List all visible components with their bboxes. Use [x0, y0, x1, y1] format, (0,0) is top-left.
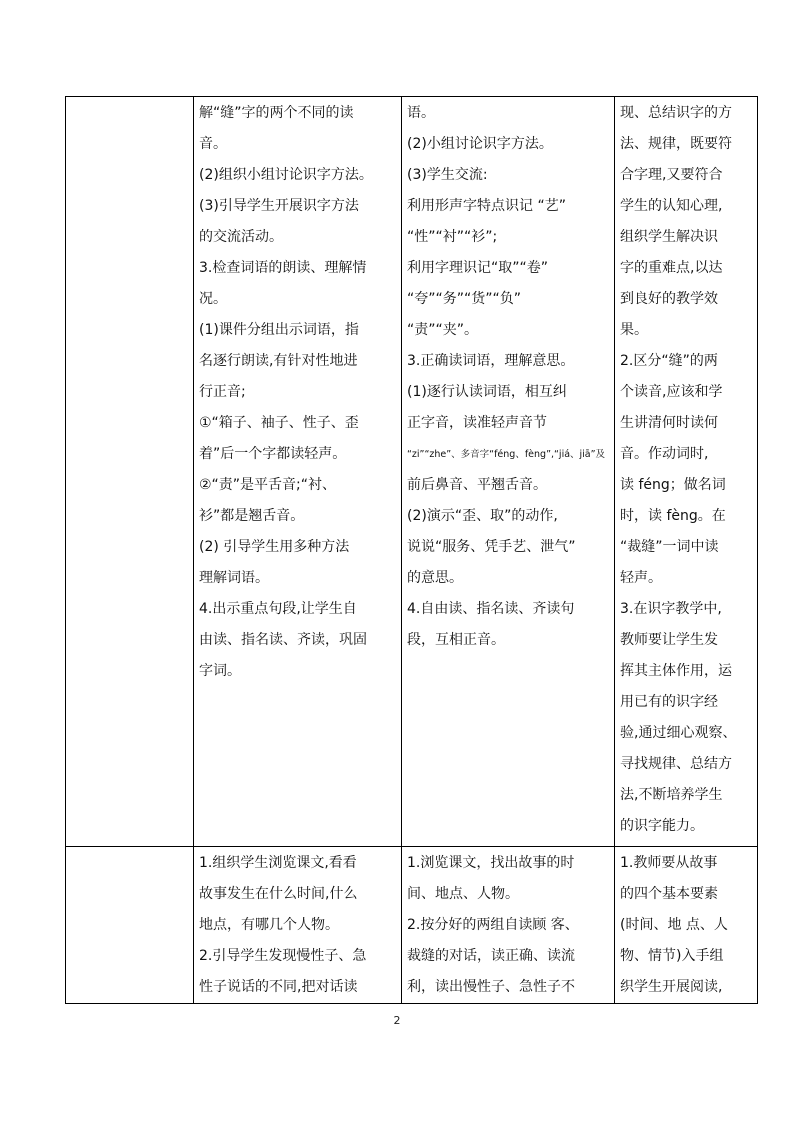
cell-text-line: 由读、指名读、齐读，巩固 — [199, 632, 367, 648]
section-label-cell — [66, 97, 194, 847]
cell-text-line: 利用形声字特点识记 “艺” — [407, 198, 566, 214]
cell-text-line: 学生的认知心理, — [620, 198, 723, 214]
cell-text-line: 寻找规律、总结方 — [620, 756, 732, 772]
cell-text-line: “夸”“务”“货”“负” — [407, 291, 522, 307]
cell-text-line: 正字音，读准轻声音节 — [407, 415, 547, 431]
cell-text-line: 果。 — [620, 322, 648, 338]
cell-text-line: (2) 引导学生用多种方法 — [199, 539, 350, 555]
cell-text-line: 的交流活动。 — [199, 229, 283, 245]
cell-text-line: 间、地点、人物。 — [407, 886, 519, 902]
cell-text-line: 利用字理识记“取”“卷” — [407, 260, 549, 276]
cell-text-line: 生讲清何时读何 — [620, 415, 718, 431]
cell-text-line: ②“责”是平舌音;“衬、 — [199, 477, 337, 493]
cell-text-line: 4.自由读、指名读、齐读句 — [407, 601, 575, 617]
cell-text-line: 的意思。 — [407, 570, 463, 586]
cell-text-line: 现、总结识字的方 — [620, 105, 732, 121]
cell-text-line: 字词。 — [199, 663, 241, 679]
cell-text-line: (2)演示“歪、取”的动作, — [407, 508, 558, 524]
cell-text-line: 物、情节)入手组 — [620, 948, 724, 964]
cell-text-line: 个读音,应该和学 — [620, 384, 723, 400]
cell-text-line: 故事发生在什么时间,什么 — [199, 886, 358, 902]
student-activity-cell — [402, 847, 615, 1004]
cell-text-line: “责”“夹”。 — [407, 322, 479, 338]
cell-text-line: 法,不断培养学生 — [620, 787, 723, 803]
page-number: 2 — [393, 1014, 401, 1027]
cell-text-line: 音。作动词时, — [620, 446, 709, 462]
cell-text-line: 字的重难点,以达 — [620, 260, 723, 276]
cell-text-line: 织学生开展阅读, — [620, 979, 723, 995]
cell-text-line: 2.按分好的两组自读顾 客、 — [407, 917, 579, 933]
cell-text-line: 1.浏览课文，找出故事的时 — [407, 855, 575, 871]
cell-text-line: 合字理,又要符合 — [620, 167, 723, 183]
cell-text-line: “裁缝”一词中读 — [620, 539, 719, 555]
cell-text-line: 法、规律，既要符 — [620, 136, 732, 152]
cell-text-line: 的四个基本要素 — [620, 886, 718, 902]
cell-text-line: 着”后一个字都读轻声。 — [199, 446, 347, 462]
section-label-cell — [66, 847, 194, 1004]
cell-text-line: 语。 — [407, 105, 435, 121]
cell-text-line: 衫”都是翘舌音。 — [199, 508, 305, 524]
cell-text-line: 用已有的识字经 — [620, 694, 718, 710]
cell-text-line: 3.在识字教学中, — [620, 601, 722, 617]
teacher-activity-cell — [194, 847, 402, 1004]
cell-text-line: 裁缝的对话，读正确、读流 — [407, 948, 575, 964]
cell-text-line: 读 féng；做名词 — [620, 477, 726, 493]
cell-text-line: 2.区分“缝”的两 — [620, 353, 718, 369]
cell-text-line: 挥其主体作用，运 — [620, 663, 732, 679]
cell-text-line: 组织学生解决识 — [620, 229, 718, 245]
cell-text-line: 1.教师要从故事 — [620, 855, 718, 871]
cell-text-line: 3.正确读词语，理解意思。 — [407, 353, 575, 369]
cell-text-line: 到良好的教学效 — [620, 291, 718, 307]
cell-text-line: 况。 — [199, 291, 227, 307]
cell-text-line: 的识字能力。 — [620, 818, 704, 834]
cell-text-line: 4.出示重点句段,让学生自 — [199, 601, 357, 617]
cell-text-line: “zi”“zhe”、多音字“féng、fèng”,“jiá、jiā”及 — [407, 449, 606, 460]
cell-text-line: ①“箱子、袖子、性子、歪 — [199, 415, 359, 431]
cell-text-line: 理解词语。 — [199, 570, 269, 586]
cell-text-line: 时，读 fèng。在 — [620, 508, 726, 524]
cell-text-line: 3.检查词语的朗读、理解情 — [199, 260, 367, 276]
table-row — [66, 847, 758, 1004]
cell-text-line: 教师要让学生发 — [620, 632, 718, 648]
cell-text-line: (时间、地 点、人 — [620, 917, 728, 933]
cell-text-line: 性子说话的不同,把对话读 — [199, 979, 358, 995]
cell-text-line: 音。 — [199, 136, 227, 152]
cell-text-line: 1.组织学生浏览课文,看看 — [199, 855, 357, 871]
cell-text-line: 2.引导学生发现慢性子、急 — [199, 948, 367, 964]
cell-text-line: (1)逐行认读词语，相互纠 — [407, 384, 567, 400]
design-intent-cell — [615, 847, 758, 1004]
cell-text-line: 说说“服务、凭手艺、泄气” — [407, 539, 576, 555]
teacher-activity-cell — [194, 97, 402, 847]
cell-text-line: (2)小组讨论识字方法。 — [407, 136, 553, 152]
cell-text-line: 行正音; — [199, 384, 246, 400]
cell-text-line: 解“缝”字的两个不同的读 — [199, 105, 354, 121]
cell-text-line: 轻声。 — [620, 570, 662, 586]
cell-text-line: (2)组织小组讨论识字方法。 — [199, 167, 373, 183]
student-activity-cell — [402, 97, 615, 847]
cell-text-line: 地点，有哪几个人物。 — [199, 917, 339, 933]
cell-text-line: 前后鼻音、平翘舌音。 — [407, 477, 547, 493]
cell-text-line: 利，读出慢性子、急性子不 — [407, 979, 575, 995]
cell-text-line: (3)引导学生开展识字方法 — [199, 198, 359, 214]
cell-text-line: (3)学生交流: — [407, 167, 488, 183]
cell-text-line: “性”“衬”“衫”; — [407, 229, 498, 245]
lesson-plan-table — [65, 96, 758, 1004]
cell-text-line: 验,通过细心观察、 — [620, 725, 737, 741]
table-row — [66, 97, 758, 847]
cell-text-line: (1)课件分组出示词语，指 — [199, 322, 359, 338]
cell-text-line: 段，互相正音。 — [407, 632, 505, 648]
cell-text-line: 名逐行朗读,有针对性地进 — [199, 353, 358, 369]
design-intent-cell — [615, 97, 758, 847]
